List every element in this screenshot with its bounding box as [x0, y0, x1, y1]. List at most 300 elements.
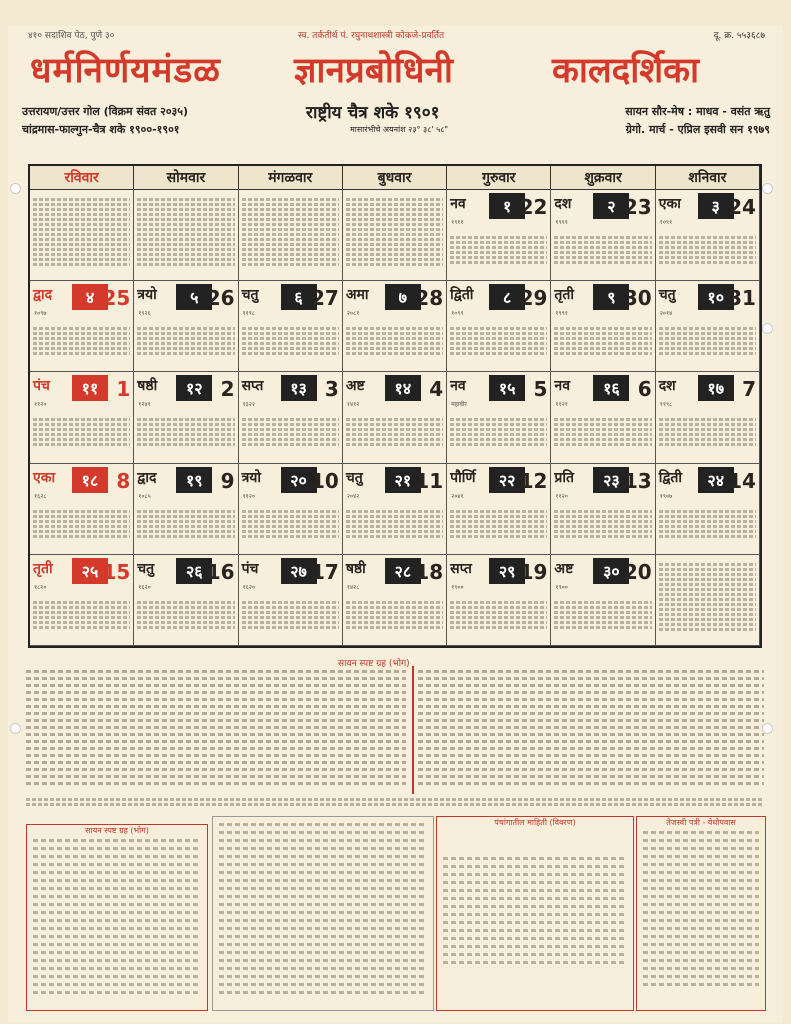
masthead-part3: कालदर्शिका: [552, 51, 700, 91]
table-row: [219, 991, 427, 994]
table-row: [26, 698, 406, 701]
day-notes: [33, 508, 130, 552]
table-row: [418, 670, 764, 673]
gregorian-date: 29: [519, 286, 548, 311]
day-cell: [134, 464, 238, 555]
panchang-info-box: [436, 816, 634, 1011]
gregorian-date: 15: [102, 559, 131, 584]
day-code: १०९७: [34, 310, 47, 318]
table-row: [643, 975, 759, 978]
day-notes: [137, 508, 234, 552]
table-row: [33, 967, 201, 970]
day-cell: [343, 372, 447, 463]
day-cell: [343, 464, 447, 555]
table-row: [219, 975, 427, 978]
bottom-section: [26, 816, 764, 1016]
gregorian-date: 30: [623, 286, 652, 311]
day-notes: [659, 561, 756, 643]
table-row: [26, 670, 406, 673]
tithi-label: त्रयो: [241, 469, 262, 486]
table-row: [643, 951, 759, 954]
table-row: [418, 733, 764, 736]
tithi-label: एका: [33, 469, 56, 486]
weekday-header: बुधवार: [343, 166, 447, 190]
day-cell: [30, 464, 134, 555]
day-cell: [343, 190, 447, 281]
day-notes: [346, 599, 443, 643]
day-notes: [659, 416, 756, 460]
ephemeris-divider: [412, 666, 414, 794]
table-row: [643, 919, 759, 922]
lunar-day-number: २४: [698, 467, 734, 493]
day-code: १०८५: [138, 492, 151, 500]
day-code: १२४१: [138, 401, 151, 409]
lunar-day-number: १२: [176, 375, 212, 401]
table-row: [219, 919, 427, 922]
table-row: [33, 847, 201, 850]
weekday-header: शुक्रवार: [551, 166, 655, 190]
gregorian-date: 9: [220, 468, 235, 493]
table-row: [443, 889, 627, 892]
day-cell: [447, 464, 551, 555]
day-notes: [450, 234, 547, 278]
tithi-label: चतु: [658, 287, 676, 304]
tithi-label: एका: [658, 196, 681, 212]
table-row: [643, 871, 759, 874]
table-row: [26, 768, 406, 771]
table-row: [418, 761, 764, 764]
table-row: [26, 761, 406, 764]
table-row: [418, 747, 764, 750]
lunar-day-number: ६: [281, 284, 317, 310]
day-notes: [242, 196, 339, 278]
table-row: [643, 959, 759, 962]
tithi-label: प्रति: [554, 469, 574, 486]
publisher-address: ४१० सदाशिव पेठ, पुणे ३०: [28, 31, 115, 41]
table-row: [219, 935, 427, 938]
table-row: [643, 879, 759, 882]
table-row: [643, 927, 759, 930]
table-row: [418, 691, 764, 694]
planet-positions-title: सायन स्पष्ट ग्रह (भोग): [85, 826, 149, 835]
gregorian-date: 28: [415, 286, 444, 311]
table-row: [418, 754, 764, 757]
lunar-day-number: २२: [489, 467, 525, 493]
tithi-label: पंच: [241, 560, 259, 577]
holidays-title: तेजस्वी पत्री - वेधोपवास: [666, 818, 736, 827]
day-cell: [447, 281, 551, 372]
gregorian-date: 3: [324, 377, 339, 402]
day-code: १६२०: [242, 583, 256, 591]
day-notes: [659, 325, 756, 369]
table-row: [219, 823, 427, 826]
table-row: [443, 857, 627, 860]
table-row: [33, 903, 201, 906]
table-row: [219, 911, 427, 914]
day-code: महावीर: [451, 401, 467, 409]
table-row: [643, 903, 759, 906]
day-code: १९२६: [138, 310, 151, 318]
day-notes: [33, 599, 130, 643]
day-cell: [30, 372, 134, 463]
day-code: १८२०: [34, 583, 47, 591]
gregorian-date: 26: [206, 286, 235, 311]
table-row: [33, 975, 201, 978]
gregorian-date: 17: [311, 559, 339, 584]
lunar-day-number: २६: [176, 558, 212, 584]
gregorian-date: 16: [206, 559, 235, 584]
table-row: [26, 684, 406, 687]
table-row: [643, 847, 759, 850]
lunar-day-number: १६: [593, 375, 629, 401]
gregorian-date: 4: [429, 377, 444, 402]
month-grid: [28, 164, 762, 648]
table-row: [443, 929, 627, 932]
holidays-box: [636, 816, 766, 1011]
gregorian-date: 22: [519, 195, 548, 219]
day-notes: [450, 325, 547, 369]
gregorian-date: 6: [637, 377, 652, 402]
day-code: १४२८: [346, 583, 360, 591]
day-code: २०४१: [451, 492, 464, 500]
tithi-label: तृती: [33, 560, 53, 577]
table-row: [643, 831, 759, 834]
table-row: [643, 895, 759, 898]
table-row: [443, 913, 627, 916]
table-row: [219, 943, 427, 946]
gregorian-date: 1: [116, 377, 131, 402]
table-row: [643, 863, 759, 866]
table-row: [26, 691, 406, 694]
day-code: १९०७: [659, 492, 673, 500]
day-code: १९००: [451, 583, 464, 591]
table-row: [219, 895, 427, 898]
lunar-day-number: ४: [72, 284, 108, 310]
gregorian-date: 23: [623, 195, 652, 219]
gregorian-date: 19: [519, 559, 548, 584]
day-code: १९००: [555, 583, 568, 591]
planets-heading: सायन स्पष्ट ग्रह (भोग): [338, 659, 410, 669]
day-code: १३२२: [242, 401, 256, 409]
punch-hole: [762, 723, 773, 734]
table-row: [418, 698, 764, 701]
table-row: [418, 684, 764, 687]
table-row: [443, 921, 627, 924]
lunar-day-number: २५: [72, 558, 108, 584]
weekday-header: मंगळवार: [239, 166, 343, 190]
day-cell: [656, 464, 760, 555]
lunar-day-number: १३: [281, 375, 317, 401]
table-row: [33, 983, 201, 986]
day-cell: [343, 555, 447, 646]
table-row: [418, 726, 764, 729]
day-code: १९९१: [555, 310, 568, 318]
table-row: [418, 719, 764, 722]
lunar-day-number: १८: [72, 467, 108, 493]
table-row: [26, 733, 406, 736]
masthead-part2: ज्ञानप्रबोधिनी: [294, 51, 453, 91]
tithi-label: दश: [658, 378, 676, 395]
weekday-header: शनिवार: [656, 166, 760, 190]
table-row: [643, 855, 759, 858]
day-cell: [551, 281, 655, 372]
day-notes: [137, 196, 234, 278]
table-row: [643, 983, 759, 986]
weekday-header: गुरुवार: [447, 166, 551, 190]
table-row: [219, 855, 427, 858]
tithi-label: नव: [450, 378, 466, 395]
table-row: [443, 873, 627, 876]
punch-hole: [762, 323, 773, 334]
gregorian-date: 14: [728, 468, 756, 493]
table-row: [443, 961, 627, 964]
table-row: [33, 935, 201, 938]
day-notes: [33, 416, 130, 460]
day-notes: [242, 325, 339, 369]
day-notes: [554, 234, 651, 278]
weekday-header: सोमवार: [134, 166, 238, 190]
table-row: [418, 775, 764, 778]
table-row: [26, 775, 406, 778]
day-notes: [242, 508, 339, 552]
table-row: [33, 855, 201, 858]
ephemeris-right: [418, 666, 764, 794]
table-row: [26, 740, 406, 743]
masthead: [22, 44, 772, 98]
table-row: [418, 677, 764, 680]
tithi-label: त्रयो: [137, 287, 157, 304]
lunar-day-number: २९: [489, 558, 525, 584]
day-cell: [134, 190, 238, 281]
tithi-label: सप्त: [241, 378, 264, 395]
table-row: [643, 911, 759, 914]
day-cell: [656, 372, 760, 463]
tithi-label: द्विती: [658, 469, 682, 486]
day-cell: [30, 281, 134, 372]
gregorian-date: 24: [728, 195, 756, 219]
ephemeris-tables: [26, 666, 764, 794]
tithi-label: नव: [554, 378, 570, 395]
lunar-day-number: २७: [281, 558, 317, 584]
table-row: [443, 897, 627, 900]
tithi-label: सप्त: [450, 560, 472, 577]
day-notes: [242, 599, 339, 643]
table-row: [219, 903, 427, 906]
ephemeris-left: [26, 666, 406, 794]
subheader: [22, 102, 772, 146]
day-code: १०९९: [451, 310, 464, 318]
phone-number: दू. क्र. ५५३६८७: [713, 31, 765, 41]
lunar-day-number: ३: [698, 193, 734, 219]
day-cell: [239, 464, 343, 555]
table-row: [33, 863, 201, 866]
table-row: [219, 847, 427, 850]
day-cell: [551, 464, 655, 555]
gregorian-line: ग्रेगो. मार्च - एप्रिल इसवी सन १९७९: [625, 123, 770, 136]
gregorian-date: 31: [728, 286, 756, 311]
table-row: [643, 839, 759, 842]
day-notes: [346, 416, 443, 460]
day-code: ११२१: [555, 401, 568, 409]
table-row: [33, 887, 201, 890]
tithi-label: षष्ठी: [137, 378, 158, 395]
planet-positions-box: [26, 824, 208, 1011]
weekday-header: रविवार: [30, 166, 134, 190]
table-row: [643, 943, 759, 946]
era-line: उत्तरायण/उत्तर गोल (विक्रम संवत २०३५): [22, 105, 189, 118]
tithi-label: पौर्णि: [450, 469, 476, 486]
lunar-day-number: ८: [489, 284, 525, 310]
table-row: [443, 945, 627, 948]
tithi-label: षष्ठी: [345, 560, 366, 577]
table-row: [219, 887, 427, 890]
gregorian-date: 20: [623, 559, 652, 584]
day-cell: [134, 372, 238, 463]
day-cell: [239, 281, 343, 372]
tithi-label: नव: [450, 196, 466, 212]
table-row: [643, 967, 759, 970]
table-row: [219, 967, 427, 970]
lunar-day-number: ९: [593, 284, 629, 310]
day-cell: [551, 555, 655, 646]
table-row: [26, 712, 406, 715]
gregorian-date: 7: [742, 377, 756, 402]
table-row: [219, 863, 427, 866]
lunar-day-number: ५: [176, 284, 212, 310]
tithi-label: तृती: [554, 287, 575, 304]
day-code: ११९८: [242, 310, 256, 318]
day-code: १६२०: [138, 583, 151, 591]
lunar-day-number: २०: [281, 467, 317, 493]
tithi-label: दश: [554, 196, 572, 212]
table-row: [219, 831, 427, 834]
table-row: [33, 895, 201, 898]
season-line: सायन सौर-मेष : माधव - वसंत ऋतु: [625, 105, 770, 118]
day-cell: [447, 372, 551, 463]
day-cell: [239, 555, 343, 646]
day-notes: [33, 325, 130, 369]
day-cell: [239, 372, 343, 463]
tithi-label: पंच: [33, 378, 50, 395]
day-notes: [659, 508, 756, 552]
day-notes: [659, 234, 756, 278]
founder-line: स्व. तर्कतीर्थ पं. रघुनाथशास्त्री कोकजे-प्रवर्तित: [298, 31, 445, 41]
day-cell: [30, 190, 134, 281]
day-code: ११२०: [34, 401, 47, 409]
gregorian-date: 18: [415, 559, 444, 584]
table-row: [219, 983, 427, 986]
day-code: २०४२: [346, 492, 360, 500]
day-cell: [30, 555, 134, 646]
day-cell: [343, 281, 447, 372]
day-notes: [554, 325, 651, 369]
tithi-label: द्वाद: [33, 287, 53, 304]
day-notes: [554, 508, 651, 552]
day-cell: [134, 281, 238, 372]
table-row: [443, 937, 627, 940]
tithi-label: चतु: [137, 560, 155, 577]
table-row: [33, 991, 201, 994]
day-code: १६२८: [34, 492, 47, 500]
tithi-label: चतु: [241, 287, 259, 304]
gregorian-date: 27: [311, 286, 339, 311]
table-row: [26, 747, 406, 750]
table-row: [33, 879, 201, 882]
top-line: [8, 28, 783, 44]
table-row: [219, 951, 427, 954]
tithi-label: द्विती: [450, 287, 474, 304]
day-code: ११२०: [242, 492, 256, 500]
day-code: २०१४: [659, 310, 673, 318]
table-row: [418, 712, 764, 715]
table-row: [33, 871, 201, 874]
table-row: [219, 959, 427, 962]
table-row: [443, 865, 627, 868]
day-notes: [33, 196, 130, 278]
day-code: १४१२: [346, 401, 360, 409]
table-row: [33, 911, 201, 914]
gregorian-date: 11: [415, 468, 444, 493]
table-row: [33, 951, 201, 954]
table-row: [219, 927, 427, 930]
tithi-label: द्वाद: [137, 469, 157, 486]
gregorian-date: 12: [519, 468, 548, 493]
lunar-day-number: ११: [72, 375, 108, 401]
day-notes: [137, 599, 234, 643]
lunar-month-line: चांद्रमास-फाल्गुन-चैत्र शके १९००-१९०१: [22, 123, 180, 136]
tithi-label: अमा: [345, 287, 369, 304]
day-cell: [134, 555, 238, 646]
day-notes: [137, 325, 234, 369]
day-cell: [656, 555, 760, 646]
table-row: [443, 905, 627, 908]
table-row: [26, 782, 406, 785]
lunar-day-number: १: [489, 193, 525, 219]
calendar-page: [8, 26, 783, 1022]
table-row: [26, 677, 406, 680]
punch-hole: [10, 723, 21, 734]
table-row: [26, 705, 406, 708]
lunar-day-number: ३०: [593, 558, 629, 584]
notes-band: [26, 796, 764, 812]
lunar-day-number: १९: [176, 467, 212, 493]
day-code: २०८१: [346, 310, 360, 318]
table-row: [33, 839, 201, 842]
table-row: [418, 782, 764, 785]
day-notes: [554, 599, 651, 643]
tithi-label: चतु: [345, 469, 363, 486]
day-cell: [656, 281, 760, 372]
day-cell: [551, 190, 655, 281]
lunar-day-number: २३: [593, 467, 629, 493]
punch-hole: [762, 183, 773, 194]
day-notes: [450, 508, 547, 552]
day-code: ११२०: [555, 492, 568, 500]
table-row: [418, 768, 764, 771]
day-cell: [239, 190, 343, 281]
gregorian-date: 10: [311, 468, 339, 493]
day-cell: [447, 555, 551, 646]
notes-box: [212, 816, 434, 1011]
gregorian-date: 2: [220, 377, 235, 402]
day-notes: [450, 416, 547, 460]
table-row: [418, 740, 764, 743]
lunar-day-number: ७: [385, 284, 421, 310]
tithi-label: अष्ट: [554, 560, 574, 577]
day-code: १०९१: [659, 219, 673, 226]
table-row: [26, 719, 406, 722]
punch-hole: [10, 183, 21, 194]
